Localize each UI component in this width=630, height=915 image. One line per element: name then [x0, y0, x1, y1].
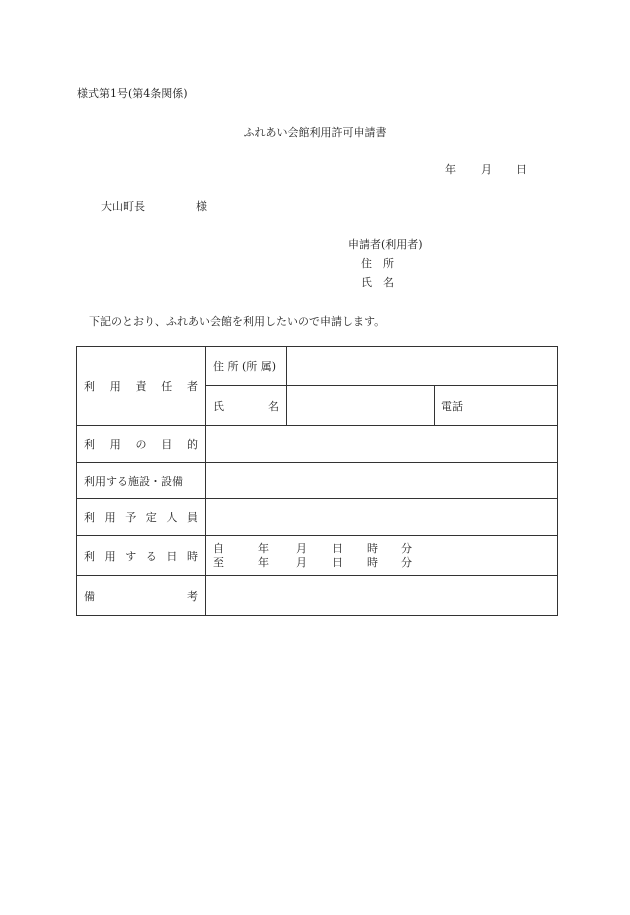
name-label: 氏 名 [206, 386, 287, 426]
form-title: ふれあい会館利用許可申請書 [243, 126, 387, 139]
addressee: 大山町長 [101, 200, 145, 213]
phone-label: 電話 [441, 399, 463, 413]
applicant-label: 申請者(利用者) [348, 238, 423, 251]
facility-field[interactable] [206, 463, 558, 499]
responsible-person-label: 利 用 責 任 者 [77, 347, 206, 426]
facility-label: 利用する施設・設備 [77, 463, 206, 499]
datetime-to-row: 至 年 月 日 時 分 [213, 555, 412, 569]
date-day-label: 日 [516, 163, 527, 176]
remarks-field[interactable] [206, 576, 558, 616]
phone-field[interactable] [435, 386, 558, 426]
honorific: 様 [196, 200, 207, 213]
applicant-name-label: 氏 名 [361, 276, 394, 289]
planned-people-field[interactable] [206, 499, 558, 536]
date-month-label: 月 [481, 163, 492, 176]
planned-people-label: 利 用 予 定 人 員 [77, 499, 206, 536]
datetime-field[interactable] [206, 536, 558, 576]
remarks-label: 備 考 [77, 576, 206, 616]
datetime-from-row: 自 年 月 日 時 分 [213, 541, 412, 555]
applicant-address-label: 住 所 [361, 257, 394, 270]
form-number: 様式第1号(第4条関係) [77, 87, 188, 100]
datetime-label: 利 用 す る 日 時 [77, 536, 206, 576]
purpose-field[interactable] [206, 426, 558, 463]
date-year-label: 年 [445, 163, 456, 176]
address-affiliation-field[interactable] [287, 347, 558, 386]
purpose-label: 利 用 の 目 的 [77, 426, 206, 463]
intro-text: 下記のとおり、ふれあい会館を利用したいので申請します。 [89, 315, 386, 328]
address-affiliation-label: 住 所 (所 属) [206, 347, 287, 386]
name-field[interactable] [287, 386, 435, 426]
application-table [76, 346, 558, 616]
